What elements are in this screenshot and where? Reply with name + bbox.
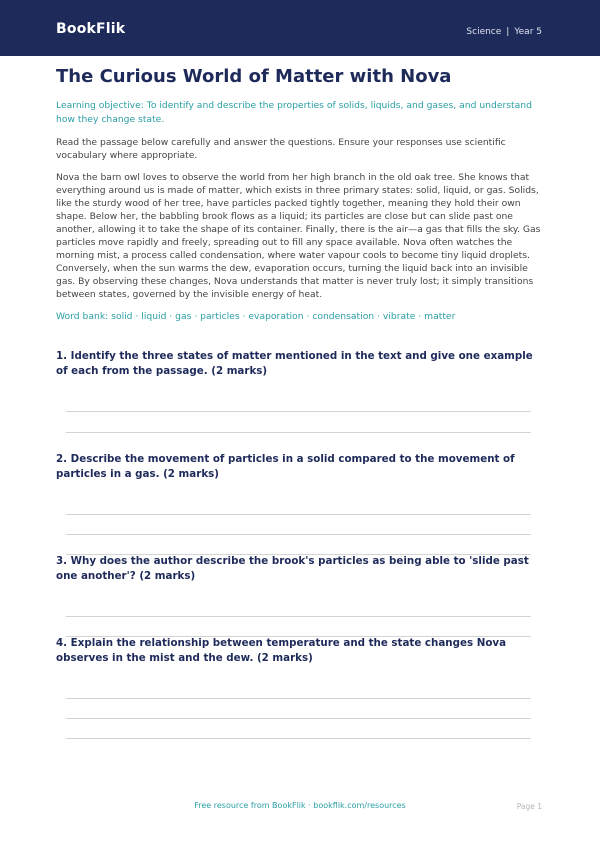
answer-line[interactable] [66,534,531,535]
reading-passage: Nova the barn owl loves to observe the world from her high branch in the old oak tree. She knows that everything around us is made of matter, which exists in three primary states: solid, liquid, or gas. Solids, like the sturdy wood of her tree, have particles packed tightly together, meaning they hold their own shape. Below her, the babbling brook flows as a liquid; its particles are close but can slide past one another, allowing it to take the shape of its container. Finally, there is the air—a gas that fills the sky. Gas particles move rapidly and freely, spreading out to fill any space available. Nova often watches the morning mist, a process called condensation, where water vapour cools to become tiny liquid droplets. Conversely, when the sun warms the dew, evaporation occurs, turning the liquid back into an invisible gas. By observing these changes, Nova understands that matter is never truly lost; it simply transitions between states, governed by the invisible energy of heat. [56,172,541,300]
worksheet-content [56,63,546,323]
separator: | [506,27,510,37]
answer-line[interactable] [66,738,531,739]
answer-line[interactable] [66,718,531,719]
question-1: 1. Identify the three states of matter mentioned in the text and give one example of each from the passage. (2 marks) [56,350,533,377]
answer-line[interactable] [66,411,531,412]
word-bank: Word bank: solid · liquid · gas · particles · evaporation · condensation · vibrate · matter [56,311,456,322]
subject-label: Science [466,27,502,37]
answer-line[interactable] [66,432,531,433]
brand-logo-text[interactable]: BookFlik [56,21,126,37]
subject-year-label [466,27,542,37]
question-4: 4. Explain the relationship between temperature and the state changes Nova observes in the mist and the dew. (2 marks) [56,637,507,664]
page-number: Page 1 [516,802,542,811]
question-2: 2. Describe the movement of particles in a solid compared to the movement of particles in a gas. (2 marks) [56,453,515,480]
learning-objective: Learning objective: To identify and describe the properties of solids, liquids, and gases, and understand how they change state. [56,100,532,125]
header-bar [0,0,600,56]
footer-link[interactable]: Free resource from BookFlik · bookflik.com/resources [194,801,406,810]
year-label: Year 5 [514,27,542,37]
instructions-text: Read the passage below carefully and answer the questions. Ensure your responses use scientific vocabulary where appropriate. [56,137,506,161]
answer-line[interactable] [66,616,531,617]
page-title: The Curious World of Matter with Nova [56,66,452,87]
answer-line[interactable] [66,698,531,699]
question-3: 3. Why does the author describe the brook's particles as being able to 'slide past one another'? (2 marks) [56,555,529,582]
answer-line[interactable] [66,514,531,515]
